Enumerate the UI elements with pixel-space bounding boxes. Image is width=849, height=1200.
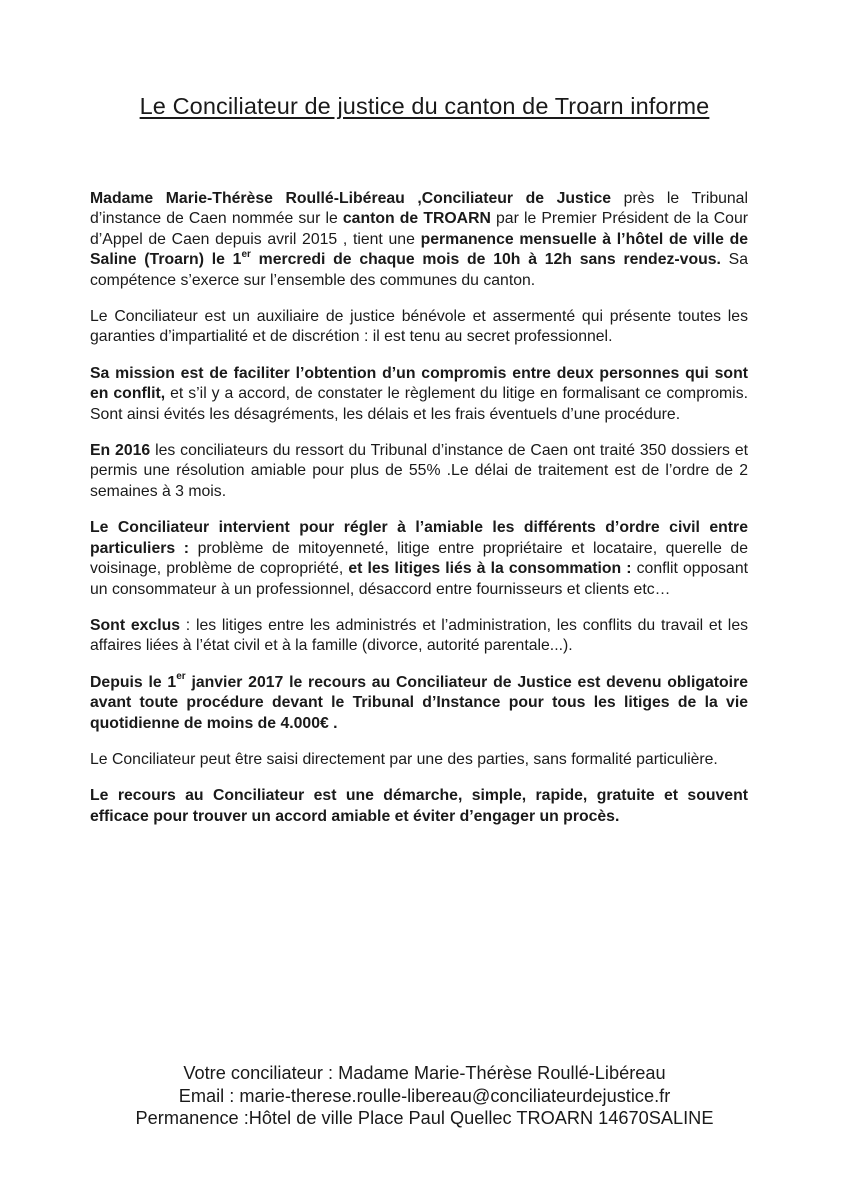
canton-name: canton de TROARN bbox=[342, 210, 491, 228]
mandatory-text-b: janvier 2017 le recours au Conciliateur de Justice est devenu obligatoire avant toute procédure devant le Tribunal d’Instance pour tous les litiges de la vie quotidienne de moins de 4.000€ . bbox=[90, 673, 748, 732]
mandatory-bold bbox=[90, 671, 748, 732]
paragraph-scope bbox=[90, 518, 748, 600]
paragraph-intro bbox=[90, 189, 748, 291]
paragraph-role: Le Conciliateur est un auxiliaire de justice bénévole et assermenté qui présente toutes les garanties d’impartialité et de discrétion : il est tenu au secret professionnel. bbox=[90, 308, 748, 346]
intro-text-1: près le Tribunal d’instance de Caen nommée sur le bbox=[90, 190, 748, 228]
stats-year: En 2016 bbox=[90, 442, 151, 460]
exclusions-bold: Sont exclus bbox=[90, 616, 181, 634]
paragraph-mission bbox=[90, 364, 748, 425]
mandatory-text-a: Depuis le 1 bbox=[90, 673, 177, 691]
scope-bold-1: Le Conciliateur intervient pour régler à l’amiable les différents d’ordre civil entre particuliers : bbox=[90, 519, 748, 557]
mission-bold: Sa mission est de faciliter l’obtention d’un compromis entre deux personnes qui sont en conflit, bbox=[90, 364, 748, 403]
scope-bold-2: et les litiges liés à la consommation : bbox=[348, 560, 632, 578]
stats-text: les conciliateurs du ressort du Tribunal d’instance de Caen ont traité 350 dossiers et permis une résolution amiable pour plus de 55% .Le délai de traitement est de l’ordre de 2 semaines à 3 mois. bbox=[90, 442, 748, 500]
scope-text-1: problème de mitoyenneté, litige entre propriétaire et locataire, querelle de voisinage, problème de copropriété, bbox=[90, 539, 748, 578]
intro-text-3: Sa compétence s’exerce sur l’ensemble des communes du canton. bbox=[90, 251, 748, 289]
ordinal-sup-2: er bbox=[176, 671, 186, 683]
body-text bbox=[90, 189, 748, 843]
exclusions-text: : les litiges entre les administrés et l’administration, les conflits du travail et les affaires liées à l’état civil et à la famille (divorce, autorité parentale...). bbox=[90, 616, 749, 655]
paragraph-exclusions bbox=[90, 616, 748, 657]
permanence-text-b: mercredi de chaque mois de 10h à 12h sans rendez-vous. bbox=[250, 251, 721, 269]
footer-email: Email : marie-therese.roulle-libereau@conciliateurdejustice.fr bbox=[178, 1085, 671, 1106]
paragraph-conclusion bbox=[90, 786, 748, 827]
paragraph-referral: Le Conciliateur peut être saisi directement par une des parties, sans formalité particulière. bbox=[90, 750, 718, 768]
conclusion-bold: Le recours au Conciliateur est une démarche, simple, rapide, gratuite et souvent efficace pour trouver un accord amiable et éviter d’engager un procès. bbox=[90, 787, 748, 825]
mission-text: et s’il y a accord, de constater le règlement du litige en formalisant ce compromis. Sont ainsi évités les désagréments, les délais et les frais éventuels d’une procédure. bbox=[90, 385, 748, 423]
footer-conciliator: Votre conciliateur : Madame Marie-Thérèse Roullé-Libéreau bbox=[183, 1063, 666, 1083]
contact-footer bbox=[0, 1062, 849, 1130]
page-title: Le Conciliateur de justice du canton de Troarn informe bbox=[139, 93, 710, 119]
ordinal-sup: er bbox=[241, 248, 251, 260]
intro-text-2: par le Premier Président de la Cour d’Appel de Caen depuis avril 2015 , tient une bbox=[90, 210, 748, 248]
paragraph-statistics bbox=[90, 441, 748, 502]
scope-text-2: conflit opposant un consommateur à un professionnel, désaccord entre fournisseurs et clients etc… bbox=[90, 560, 748, 598]
conciliator-name: Madame Marie-Thérèse Roullé-Libéreau ,Conciliateur de Justice bbox=[90, 190, 612, 207]
paragraph-mandatory bbox=[90, 673, 748, 734]
permanence-text-a: permanence mensuelle à l’hôtel de ville de Saline (Troarn) le 1 bbox=[90, 230, 748, 269]
footer-address: Permanence :Hôtel de ville Place Paul Quellec TROARN 14670SALINE bbox=[135, 1108, 714, 1128]
